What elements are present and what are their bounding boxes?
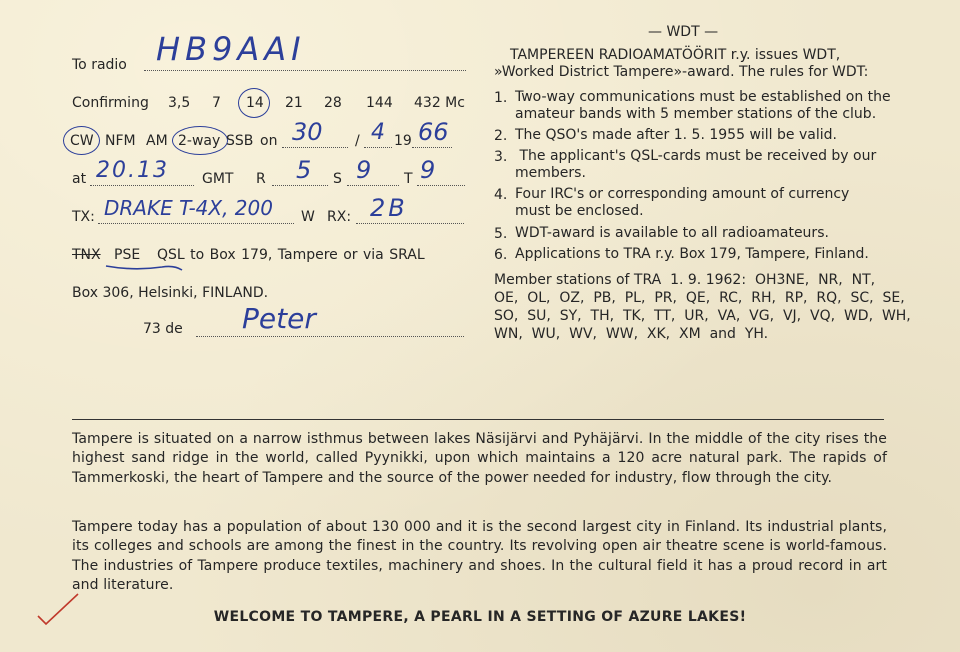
rule-3-number: 3. [494,149,508,165]
rule-3-line-1: The applicant's QSL-cards must be received by our [515,148,877,164]
r-label: R [256,171,266,187]
rule-1-number: 1. [494,90,508,106]
mode-ssb: SSB [226,133,254,149]
handwritten-tx: DRAKE T-4X, 200 [104,196,273,220]
handwritten-day: 30 [292,118,323,146]
at-label: at [72,171,87,187]
handwritten-signature: Peter [242,302,316,335]
to-radio-dotted-line [144,70,466,71]
red-check-mark-icon [36,592,80,626]
handwritten-time: 20.13 [96,158,169,183]
handwritten-rx: 2B [370,194,408,222]
band-144: 144 [366,95,393,111]
mode-2way: 2-way [178,133,221,149]
handwritten-month: 4 [371,120,385,145]
tnx-struck: TNX [72,247,101,263]
year-dotted-line [412,147,452,148]
handwritten-t-value: 9 [420,156,436,184]
handwritten-s-value: 9 [356,156,372,184]
handwritten-callsign: HB9AAI [156,30,306,68]
handwritten-r-value: 5 [296,156,312,184]
de-label: 73 de [143,321,183,337]
tampere-paragraph-1: Tampere is situated on a narrow isthmus between lakes Näsijärvi and Pyhäjärvi. In the middle of the city rises the highest sand ridge in the world, called Pyynikki, upon which maintains a 120 acre natural park. The rapids of Tammerkoski, the heart of Tampere and the source of the power needed for industry, flow through the city. [72,431,887,486]
members-line-3: SO, SU, SY, TH, TK, TT, UR, VA, VG, VJ, VQ, WD, WH, [494,308,911,324]
rule-4-line-1: Four IRC's or corresponding amount of currency [515,186,850,202]
rule-5-number: 5. [494,226,508,242]
rule-2-number: 2. [494,128,508,144]
qsl-route-line: QSL to Box 179, Tampere or via SRAL [157,247,425,263]
wdt-title: — WDT — [648,24,719,40]
rule-4-number: 4. [494,187,508,203]
rule-5-line-1: WDT-award is available to all radioamateurs. [515,225,829,241]
pse-label: PSE [114,247,141,263]
confirming-label: Confirming [72,95,149,111]
date-separator: / [355,133,360,149]
band-28: 28 [324,95,342,111]
day-dotted-line [282,147,348,148]
tx-label: TX: [72,209,95,225]
wdt-intro-line-1: TAMPEREEN RADIOAMATÖÖRIT r.y. issues WDT, [510,47,841,63]
gmt-label: GMT [202,171,234,187]
mode-cw-circle [63,126,100,155]
band-21: 21 [285,95,303,111]
horizontal-separator [72,419,884,420]
s-label: S [333,171,342,187]
handwritten-year: 66 [418,118,449,146]
box-address-line: Box 306, Helsinki, FINLAND. [72,285,269,301]
mode-cw: CW [70,133,94,149]
band-14-circle [238,88,270,118]
pse-underline [104,262,184,274]
time-dotted-line [90,185,194,186]
wdt-intro-line-2: »Worked District Tampere»-award. The rules for WDT: [494,64,869,80]
welcome-slogan: WELCOME TO TAMPERE, A PEARL IN A SETTING OF AZURE LAKES! [213,609,747,625]
band-432: 432 Mc [414,95,465,111]
tx-dotted-line [98,223,294,224]
r-dotted-line [272,185,328,186]
year-prefix: 19 [394,133,412,149]
rule-6-number: 6. [494,247,508,263]
members-line-1: Member stations of TRA 1. 9. 1962: OH3NE, NR, NT, [494,272,876,288]
rx-dotted-line [356,223,464,224]
rule-6-line-1: Applications to TRA r.y. Box 179, Tampere, Finland. [515,246,869,262]
band-14: 14 [246,95,264,111]
w-label: W [301,209,315,225]
rule-4-line-2: must be enclosed. [515,203,644,219]
mode-2way-circle [172,126,228,155]
members-line-2: OE, OL, OZ, PB, PL, PR, QE, RC, RH, RP, RQ, SC, SE, [494,290,905,306]
s-dotted-line [347,185,399,186]
rx-label: RX: [327,209,352,225]
mode-am: AM [146,133,168,149]
tampere-paragraph-2: Tampere today has a population of about 130 000 and it is the second largest city in Finland. Its industrial plants, its colleges and schools are among the finest in the country. Its revolving open air theatre scene is world-famous. The industries of Tampere produce textiles, machinery and shoes. In the cultural field it has a proud record in art and literature. [72,519,887,593]
t-dotted-line [417,185,465,186]
rule-2-line-1: The QSO's made after 1. 5. 1955 will be valid. [515,127,837,143]
month-dotted-line [364,147,392,148]
members-line-4: WN, WU, WV, WW, XK, XM and YH. [494,326,769,342]
to-radio-label: To radio [72,57,127,73]
band-7: 7 [212,95,221,111]
rule-1-line-2: amateur bands with 5 member stations of the club. [515,106,877,122]
rule-3-line-2: members. [515,165,586,181]
mode-nfm: NFM [105,133,136,149]
on-label: on [260,133,278,149]
t-label: T [404,171,413,187]
band-3-5: 3,5 [168,95,191,111]
rule-1-line-1: Two-way communications must be established on the [515,89,891,105]
signature-dotted-line [196,336,464,337]
